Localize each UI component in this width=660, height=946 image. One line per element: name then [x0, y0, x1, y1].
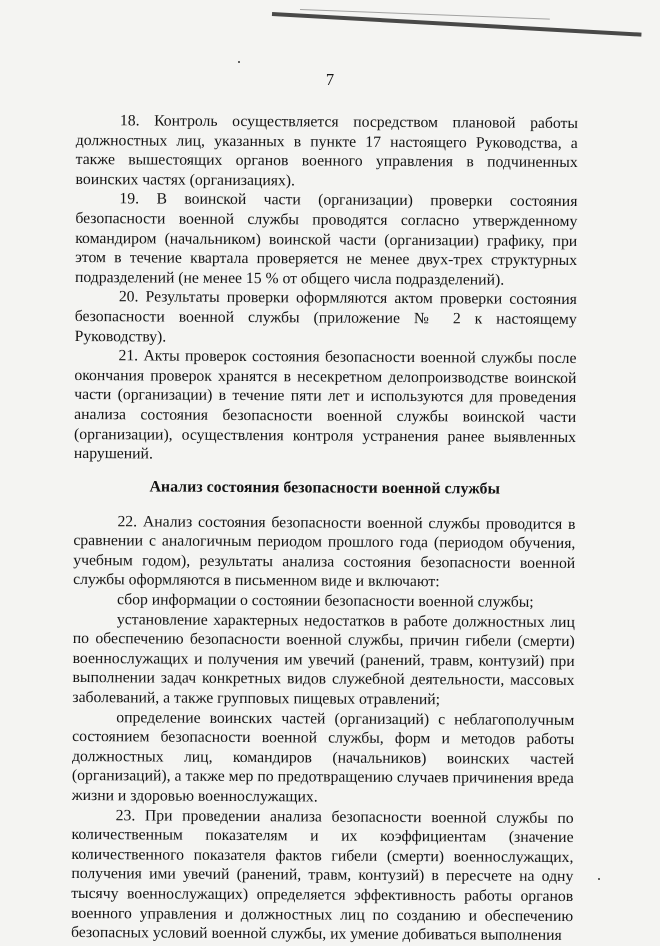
document-body [71, 111, 578, 946]
paragraph-19: 19. В воинской части (организации) проверки состояния безопасности военной службы проводятся согласно утвержденному командиром (начальником) воинской части (организации) графику, при этом в течение квартала проверяется не менее двух-трех структурных подразделений (не менее 15 % от общего числа подразделений). [74, 190, 578, 289]
scan-speck [598, 878, 600, 880]
list-item-units-identification: определение воинских частей (организаций) с неблагополучным состоянием безопасности военной службы, форм и методов работы должностных лиц, командиров (начальников) воинских частей (организаций), а также мер по предотвращению случаев причинения вреда жизни и здоровью военнослужащих. [71, 708, 575, 806]
list-item-info-collection: сбор информации о состоянии безопасности военной службы; [116, 591, 534, 611]
paragraph-18: 18. Контроль осуществляется посредством плановой работы должностных лиц, указанных в пункте 17 настоящего Руководства, а также вышестоящих органов военного управления в подчиненных воинских частях (организациях). [75, 112, 578, 190]
section-heading: Анализ состояния безопасности военной службы [149, 478, 500, 498]
paragraph-21: 21. Акты проверок состояния безопасности военной службы после окончания проверок хранятся в несекретном делопроизводстве воинской части (организации) в течение пяти лет и используются для проведения анализа состояния безопасности военной службы воинской части (организации), осуществления контроля устранения ранее выявленных нарушений. [73, 347, 577, 463]
paragraph-23: 23. При проведении анализа безопасности военной службы по количественным показателям и их коэффициентам (значение количественного показателя фактов гибели (смерти) военнослужащих, получения ими увечий (ранений, травм, контузий) в пересчете на одну тысячу военнослужащих) определяется эффективность работы органов военного управления и должностных лиц по созданию и обеспечению безопасных условий военной службы, их умение добиваться выполнения [70, 806, 574, 945]
list-item-shortcomings: установление характерных недостатков в работе должностных лиц по обеспечению безопасности военной службы, причин гибели (смерти) военнослужащих и получения им увечий (ранений, травм, контузий) при выполнении задач конкретных видов служебной деятельности, массовых заболеваний, а также групповых пищевых отравлений; [72, 610, 575, 709]
page-number: 7 [325, 70, 335, 89]
paragraph-20: 20. Результаты проверки оформляются актом проверки состояния безопасности военной службы (приложение № 2 к настоящему Руководству). [74, 288, 577, 346]
scan-speck [238, 61, 240, 63]
paragraph-22: 22. Анализ состояния безопасности военной службы проводится в сравнении с аналогичным периодом прошлого года (периодом обучения, учебным годом), результаты анализа состояния безопасности военной службы оформляются в письменном виде и включают: [73, 512, 576, 591]
